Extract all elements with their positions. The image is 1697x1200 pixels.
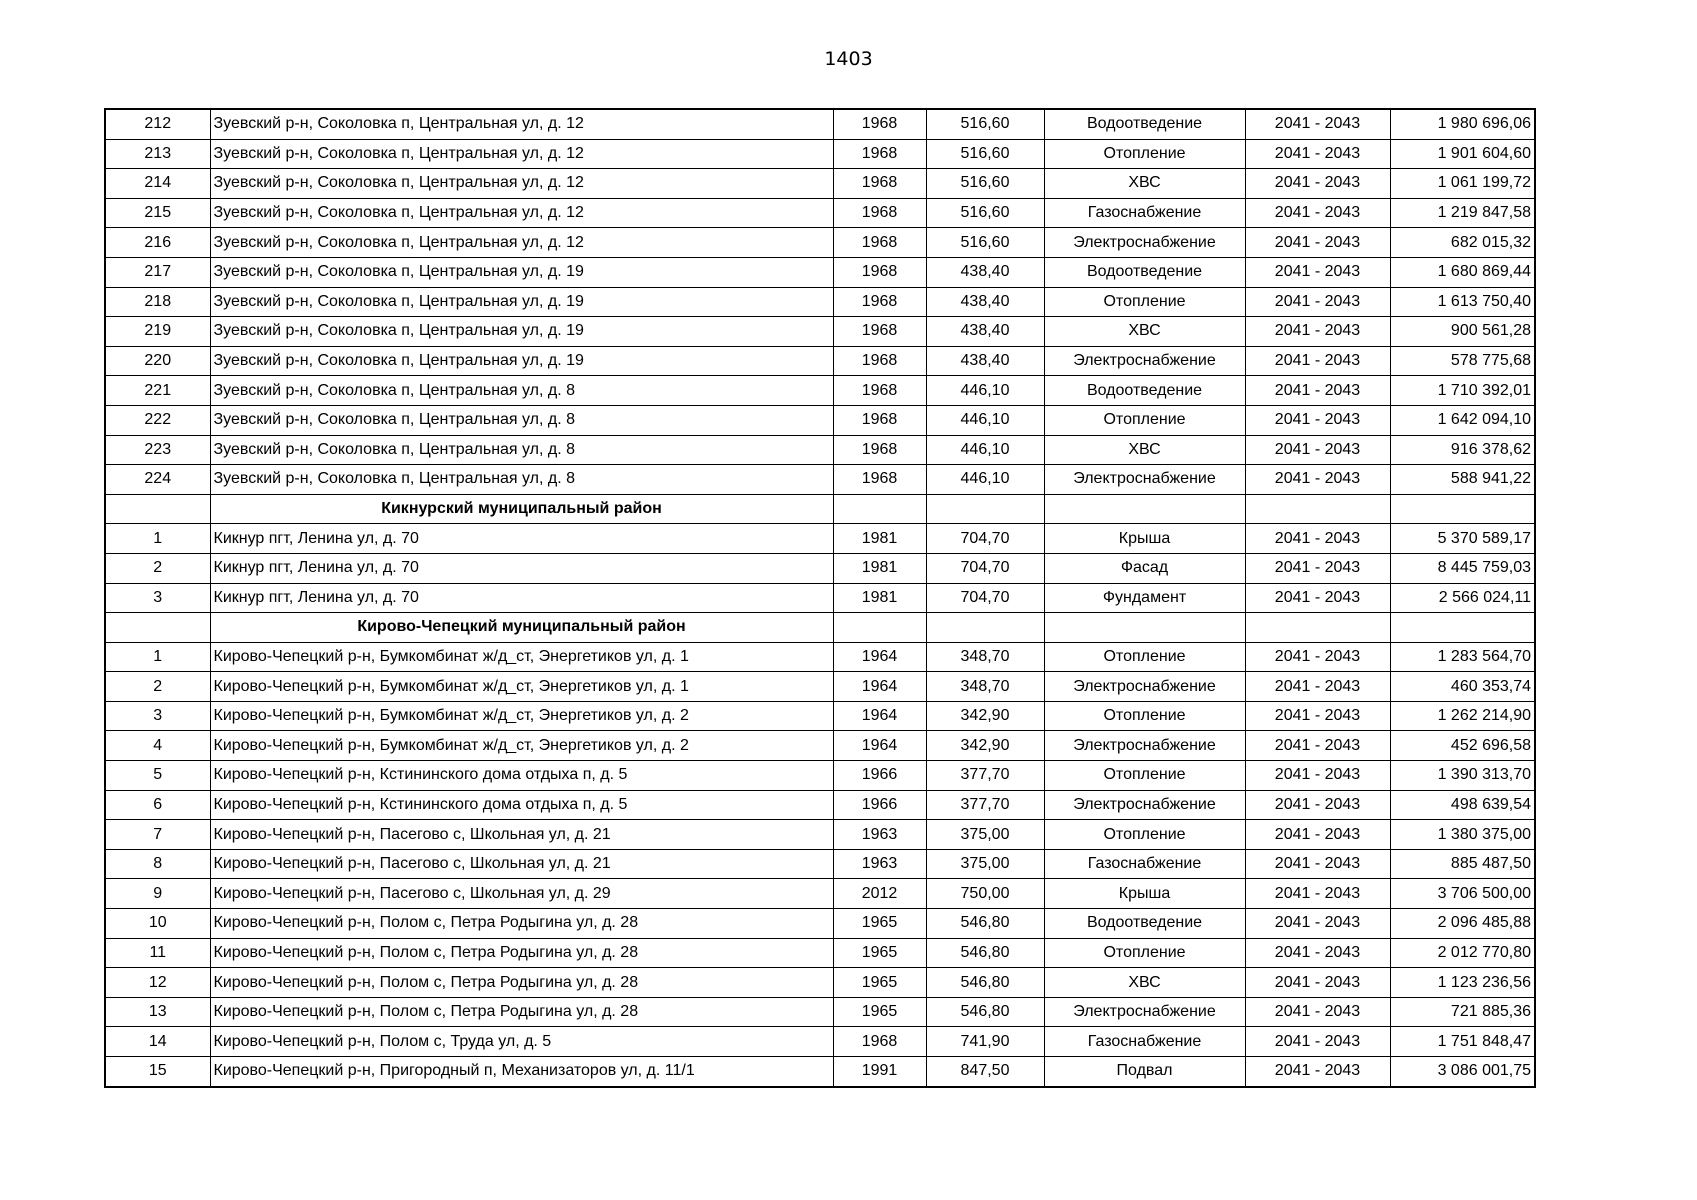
repair-period: 2041 - 2043	[1245, 968, 1390, 998]
building-area: 446,10	[926, 376, 1044, 406]
table-row	[105, 909, 1535, 939]
empty-cell	[1245, 613, 1390, 643]
building-address: Кикнур пгт, Ленина ул, д. 70	[210, 583, 833, 613]
repair-cost: 1 710 392,01	[1390, 376, 1535, 406]
building-address: Кирово-Чепецкий р-н, Полом с, Петра Родыгина ул, д. 28	[210, 968, 833, 998]
construction-year: 1968	[833, 435, 926, 465]
section-title: Кирово-Чепецкий муниципальный район	[210, 613, 833, 643]
table-row	[105, 257, 1535, 287]
table-row	[105, 761, 1535, 791]
table-row	[105, 583, 1535, 613]
repair-cost: 1 980 696,06	[1390, 109, 1535, 139]
work-type: Отопление	[1044, 938, 1245, 968]
table-row	[105, 642, 1535, 672]
construction-year: 1963	[833, 849, 926, 879]
row-number: 6	[105, 790, 210, 820]
building-address: Зуевский р-н, Соколовка п, Центральная ул, д. 12	[210, 228, 833, 258]
work-type: Крыша	[1044, 879, 1245, 909]
repair-period: 2041 - 2043	[1245, 109, 1390, 139]
building-area: 348,70	[926, 672, 1044, 702]
construction-year: 1964	[833, 642, 926, 672]
empty-cell	[1390, 494, 1535, 524]
table-row	[105, 701, 1535, 731]
building-address: Зуевский р-н, Соколовка п, Центральная ул, д. 12	[210, 109, 833, 139]
repair-period: 2041 - 2043	[1245, 317, 1390, 347]
table-row	[105, 820, 1535, 850]
table-row	[105, 435, 1535, 465]
repair-cost: 1 283 564,70	[1390, 642, 1535, 672]
row-number: 213	[105, 139, 210, 169]
building-area: 446,10	[926, 405, 1044, 435]
work-type: Водоотведение	[1044, 257, 1245, 287]
building-address: Зуевский р-н, Соколовка п, Центральная ул, д. 19	[210, 317, 833, 347]
repair-cost: 2 096 485,88	[1390, 909, 1535, 939]
work-type: Электроснабжение	[1044, 228, 1245, 258]
construction-year: 1981	[833, 524, 926, 554]
repair-period: 2041 - 2043	[1245, 938, 1390, 968]
section-header-row	[105, 494, 1535, 524]
work-type: Крыша	[1044, 524, 1245, 554]
repair-period: 2041 - 2043	[1245, 909, 1390, 939]
repair-period: 2041 - 2043	[1245, 346, 1390, 376]
building-address: Зуевский р-н, Соколовка п, Центральная ул, д. 12	[210, 139, 833, 169]
repair-cost: 900 561,28	[1390, 317, 1535, 347]
repair-cost: 682 015,32	[1390, 228, 1535, 258]
work-type: Отопление	[1044, 701, 1245, 731]
building-area: 741,90	[926, 1027, 1044, 1057]
table-row	[105, 287, 1535, 317]
row-number: 8	[105, 849, 210, 879]
work-type: Фундамент	[1044, 583, 1245, 613]
building-area: 750,00	[926, 879, 1044, 909]
row-number: 13	[105, 997, 210, 1027]
repair-cost: 588 941,22	[1390, 465, 1535, 495]
repair-cost: 1 613 750,40	[1390, 287, 1535, 317]
repair-cost: 1 642 094,10	[1390, 405, 1535, 435]
building-area: 847,50	[926, 1057, 1044, 1087]
building-area: 704,70	[926, 553, 1044, 583]
row-number: 222	[105, 405, 210, 435]
construction-year: 2012	[833, 879, 926, 909]
building-area: 546,80	[926, 938, 1044, 968]
table-row	[105, 169, 1535, 199]
construction-year: 1964	[833, 672, 926, 702]
row-number: 9	[105, 879, 210, 909]
table-row	[105, 139, 1535, 169]
repair-period: 2041 - 2043	[1245, 731, 1390, 761]
construction-year: 1968	[833, 405, 926, 435]
work-type: Электроснабжение	[1044, 997, 1245, 1027]
building-address: Зуевский р-н, Соколовка п, Центральная ул, д. 19	[210, 346, 833, 376]
repair-period: 2041 - 2043	[1245, 524, 1390, 554]
construction-year: 1968	[833, 169, 926, 199]
work-type: ХВС	[1044, 435, 1245, 465]
table-body	[105, 109, 1535, 1087]
building-address: Зуевский р-н, Соколовка п, Центральная ул, д. 8	[210, 376, 833, 406]
construction-year: 1968	[833, 376, 926, 406]
building-area: 375,00	[926, 820, 1044, 850]
work-type: Отопление	[1044, 642, 1245, 672]
table-row	[105, 879, 1535, 909]
repair-period: 2041 - 2043	[1245, 553, 1390, 583]
row-number: 218	[105, 287, 210, 317]
repair-cost: 2 566 024,11	[1390, 583, 1535, 613]
building-address: Кирово-Чепецкий р-н, Бумкомбинат ж/д_ст, Энергетиков ул, д. 1	[210, 672, 833, 702]
building-address: Зуевский р-н, Соколовка п, Центральная ул, д. 12	[210, 198, 833, 228]
building-area: 377,70	[926, 761, 1044, 791]
work-type: Отопление	[1044, 761, 1245, 791]
building-address: Кирово-Чепецкий р-н, Кстининского дома отдыха п, д. 5	[210, 761, 833, 791]
table-row	[105, 849, 1535, 879]
construction-year: 1964	[833, 731, 926, 761]
repair-cost: 8 445 759,03	[1390, 553, 1535, 583]
construction-year: 1963	[833, 820, 926, 850]
empty-cell	[1044, 494, 1245, 524]
section-header-row	[105, 613, 1535, 643]
building-address: Кирово-Чепецкий р-н, Бумкомбинат ж/д_ст, Энергетиков ул, д. 1	[210, 642, 833, 672]
row-number: 1	[105, 524, 210, 554]
construction-year: 1968	[833, 1027, 926, 1057]
repair-cost: 1 380 375,00	[1390, 820, 1535, 850]
building-area: 516,60	[926, 139, 1044, 169]
row-number: 214	[105, 169, 210, 199]
building-address: Кирово-Чепецкий р-н, Полом с, Петра Родыгина ул, д. 28	[210, 938, 833, 968]
table-row	[105, 198, 1535, 228]
repair-period: 2041 - 2043	[1245, 701, 1390, 731]
table-row	[105, 553, 1535, 583]
repair-period: 2041 - 2043	[1245, 435, 1390, 465]
table-row	[105, 672, 1535, 702]
work-type: Газоснабжение	[1044, 198, 1245, 228]
repair-cost: 1 061 199,72	[1390, 169, 1535, 199]
table-row	[105, 405, 1535, 435]
empty-cell	[926, 613, 1044, 643]
work-type: ХВС	[1044, 169, 1245, 199]
row-number: 5	[105, 761, 210, 791]
building-address: Кирово-Чепецкий р-н, Бумкомбинат ж/д_ст, Энергетиков ул, д. 2	[210, 731, 833, 761]
work-type: Отопление	[1044, 287, 1245, 317]
repair-period: 2041 - 2043	[1245, 849, 1390, 879]
repair-cost: 452 696,58	[1390, 731, 1535, 761]
repair-period: 2041 - 2043	[1245, 287, 1390, 317]
building-address: Кирово-Чепецкий р-н, Полом с, Петра Родыгина ул, д. 28	[210, 909, 833, 939]
page-number: 1403	[824, 48, 873, 70]
building-area: 516,60	[926, 198, 1044, 228]
building-area: 375,00	[926, 849, 1044, 879]
row-number: 223	[105, 435, 210, 465]
building-address: Кирово-Чепецкий р-н, Пасегово с, Школьная ул, д. 29	[210, 879, 833, 909]
table-row	[105, 228, 1535, 258]
building-area: 438,40	[926, 257, 1044, 287]
building-area: 516,60	[926, 109, 1044, 139]
work-type: Электроснабжение	[1044, 465, 1245, 495]
row-number: 224	[105, 465, 210, 495]
construction-year: 1968	[833, 346, 926, 376]
repair-period: 2041 - 2043	[1245, 405, 1390, 435]
table-row	[105, 524, 1535, 554]
work-type: Газоснабжение	[1044, 849, 1245, 879]
repair-cost: 3 706 500,00	[1390, 879, 1535, 909]
work-type: Электроснабжение	[1044, 790, 1245, 820]
work-type: Водоотведение	[1044, 909, 1245, 939]
building-address: Кирово-Чепецкий р-н, Полом с, Труда ул, д. 5	[210, 1027, 833, 1057]
building-area: 377,70	[926, 790, 1044, 820]
row-number: 10	[105, 909, 210, 939]
building-address: Зуевский р-н, Соколовка п, Центральная ул, д. 19	[210, 287, 833, 317]
table-row	[105, 997, 1535, 1027]
row-number: 7	[105, 820, 210, 850]
repair-cost: 3 086 001,75	[1390, 1057, 1535, 1087]
building-address: Зуевский р-н, Соколовка п, Центральная ул, д. 8	[210, 435, 833, 465]
construction-year: 1965	[833, 997, 926, 1027]
work-type: Газоснабжение	[1044, 1027, 1245, 1057]
repair-cost: 1 901 604,60	[1390, 139, 1535, 169]
row-number: 4	[105, 731, 210, 761]
repair-period: 2041 - 2043	[1245, 376, 1390, 406]
repair-period: 2041 - 2043	[1245, 642, 1390, 672]
building-address: Кикнур пгт, Ленина ул, д. 70	[210, 553, 833, 583]
building-address: Кирово-Чепецкий р-н, Бумкомбинат ж/д_ст, Энергетиков ул, д. 2	[210, 701, 833, 731]
empty-cell	[926, 494, 1044, 524]
repair-period: 2041 - 2043	[1245, 761, 1390, 791]
repair-period: 2041 - 2043	[1245, 465, 1390, 495]
empty-cell	[833, 613, 926, 643]
construction-year: 1981	[833, 553, 926, 583]
building-address: Кирово-Чепецкий р-н, Пасегово с, Школьная ул, д. 21	[210, 849, 833, 879]
empty-cell	[1044, 613, 1245, 643]
repair-period: 2041 - 2043	[1245, 198, 1390, 228]
empty-cell	[1390, 613, 1535, 643]
table-row	[105, 376, 1535, 406]
work-type: ХВС	[1044, 968, 1245, 998]
construction-year: 1966	[833, 790, 926, 820]
construction-year: 1966	[833, 761, 926, 791]
repair-period: 2041 - 2043	[1245, 1057, 1390, 1087]
construction-year: 1968	[833, 228, 926, 258]
repair-cost: 1 390 313,70	[1390, 761, 1535, 791]
row-number: 15	[105, 1057, 210, 1087]
row-number: 216	[105, 228, 210, 258]
work-type: Подвал	[1044, 1057, 1245, 1087]
building-area: 516,60	[926, 169, 1044, 199]
empty-cell	[833, 494, 926, 524]
building-address: Кирово-Чепецкий р-н, Кстининского дома отдыха п, д. 5	[210, 790, 833, 820]
construction-year: 1965	[833, 938, 926, 968]
repair-cost: 2 012 770,80	[1390, 938, 1535, 968]
building-area: 438,40	[926, 346, 1044, 376]
repair-period: 2041 - 2043	[1245, 169, 1390, 199]
repair-cost: 1 751 848,47	[1390, 1027, 1535, 1057]
building-address: Зуевский р-н, Соколовка п, Центральная ул, д. 19	[210, 257, 833, 287]
work-type: Водоотведение	[1044, 109, 1245, 139]
work-type: Отопление	[1044, 820, 1245, 850]
building-area: 342,90	[926, 731, 1044, 761]
repair-cost: 578 775,68	[1390, 346, 1535, 376]
construction-year: 1968	[833, 109, 926, 139]
work-type: Электроснабжение	[1044, 672, 1245, 702]
building-area: 342,90	[926, 701, 1044, 731]
repair-period: 2041 - 2043	[1245, 583, 1390, 613]
construction-year: 1964	[833, 701, 926, 731]
building-area: 348,70	[926, 642, 1044, 672]
row-number: 14	[105, 1027, 210, 1057]
repair-cost: 885 487,50	[1390, 849, 1535, 879]
building-area: 446,10	[926, 435, 1044, 465]
repair-cost: 1 123 236,56	[1390, 968, 1535, 998]
construction-year: 1968	[833, 198, 926, 228]
repair-cost: 460 353,74	[1390, 672, 1535, 702]
table-row	[105, 1057, 1535, 1087]
repair-cost: 1 262 214,90	[1390, 701, 1535, 731]
building-area: 546,80	[926, 997, 1044, 1027]
repair-schedule-table	[104, 108, 1536, 1088]
table-row	[105, 968, 1535, 998]
construction-year: 1991	[833, 1057, 926, 1087]
row-number: 2	[105, 553, 210, 583]
repair-period: 2041 - 2043	[1245, 1027, 1390, 1057]
table-row	[105, 790, 1535, 820]
construction-year: 1968	[833, 287, 926, 317]
repair-period: 2041 - 2043	[1245, 139, 1390, 169]
row-number: 217	[105, 257, 210, 287]
construction-year: 1968	[833, 317, 926, 347]
work-type: Отопление	[1044, 139, 1245, 169]
building-area: 546,80	[926, 909, 1044, 939]
building-area: 438,40	[926, 317, 1044, 347]
empty-cell	[1245, 494, 1390, 524]
repair-cost: 721 885,36	[1390, 997, 1535, 1027]
table-row	[105, 938, 1535, 968]
construction-year: 1965	[833, 968, 926, 998]
table-row	[105, 109, 1535, 139]
table-row	[105, 731, 1535, 761]
building-area: 546,80	[926, 968, 1044, 998]
row-number: 221	[105, 376, 210, 406]
building-area: 516,60	[926, 228, 1044, 258]
work-type: ХВС	[1044, 317, 1245, 347]
repair-period: 2041 - 2043	[1245, 820, 1390, 850]
table-row	[105, 346, 1535, 376]
row-number: 2	[105, 672, 210, 702]
building-area: 446,10	[926, 465, 1044, 495]
repair-period: 2041 - 2043	[1245, 257, 1390, 287]
work-type: Фасад	[1044, 553, 1245, 583]
construction-year: 1981	[833, 583, 926, 613]
row-number	[105, 494, 210, 524]
building-address: Кирово-Чепецкий р-н, Пригородный п, Механизаторов ул, д. 11/1	[210, 1057, 833, 1087]
building-address: Кикнур пгт, Ленина ул, д. 70	[210, 524, 833, 554]
row-number	[105, 613, 210, 643]
work-type: Водоотведение	[1044, 376, 1245, 406]
repair-cost: 1 680 869,44	[1390, 257, 1535, 287]
repair-cost: 1 219 847,58	[1390, 198, 1535, 228]
row-number: 215	[105, 198, 210, 228]
repair-period: 2041 - 2043	[1245, 228, 1390, 258]
repair-period: 2041 - 2043	[1245, 879, 1390, 909]
row-number: 219	[105, 317, 210, 347]
row-number: 212	[105, 109, 210, 139]
building-address: Зуевский р-н, Соколовка п, Центральная ул, д. 8	[210, 405, 833, 435]
repair-cost: 5 370 589,17	[1390, 524, 1535, 554]
repair-cost: 498 639,54	[1390, 790, 1535, 820]
building-area: 704,70	[926, 524, 1044, 554]
work-type: Отопление	[1044, 405, 1245, 435]
row-number: 220	[105, 346, 210, 376]
construction-year: 1965	[833, 909, 926, 939]
construction-year: 1968	[833, 139, 926, 169]
row-number: 3	[105, 583, 210, 613]
repair-period: 2041 - 2043	[1245, 790, 1390, 820]
building-address: Зуевский р-н, Соколовка п, Центральная ул, д. 8	[210, 465, 833, 495]
repair-cost: 916 378,62	[1390, 435, 1535, 465]
table-row	[105, 465, 1535, 495]
row-number: 1	[105, 642, 210, 672]
building-address: Зуевский р-н, Соколовка п, Центральная ул, д. 12	[210, 169, 833, 199]
construction-year: 1968	[833, 465, 926, 495]
building-area: 438,40	[926, 287, 1044, 317]
construction-year: 1968	[833, 257, 926, 287]
table-row	[105, 317, 1535, 347]
row-number: 3	[105, 701, 210, 731]
work-type: Электроснабжение	[1044, 346, 1245, 376]
building-area: 704,70	[926, 583, 1044, 613]
row-number: 11	[105, 938, 210, 968]
repair-period: 2041 - 2043	[1245, 997, 1390, 1027]
building-address: Кирово-Чепецкий р-н, Полом с, Петра Родыгина ул, д. 28	[210, 997, 833, 1027]
repair-period: 2041 - 2043	[1245, 672, 1390, 702]
row-number: 12	[105, 968, 210, 998]
building-address: Кирово-Чепецкий р-н, Пасегово с, Школьная ул, д. 21	[210, 820, 833, 850]
table-row	[105, 1027, 1535, 1057]
work-type: Электроснабжение	[1044, 731, 1245, 761]
section-title: Кикнурский муниципальный район	[210, 494, 833, 524]
